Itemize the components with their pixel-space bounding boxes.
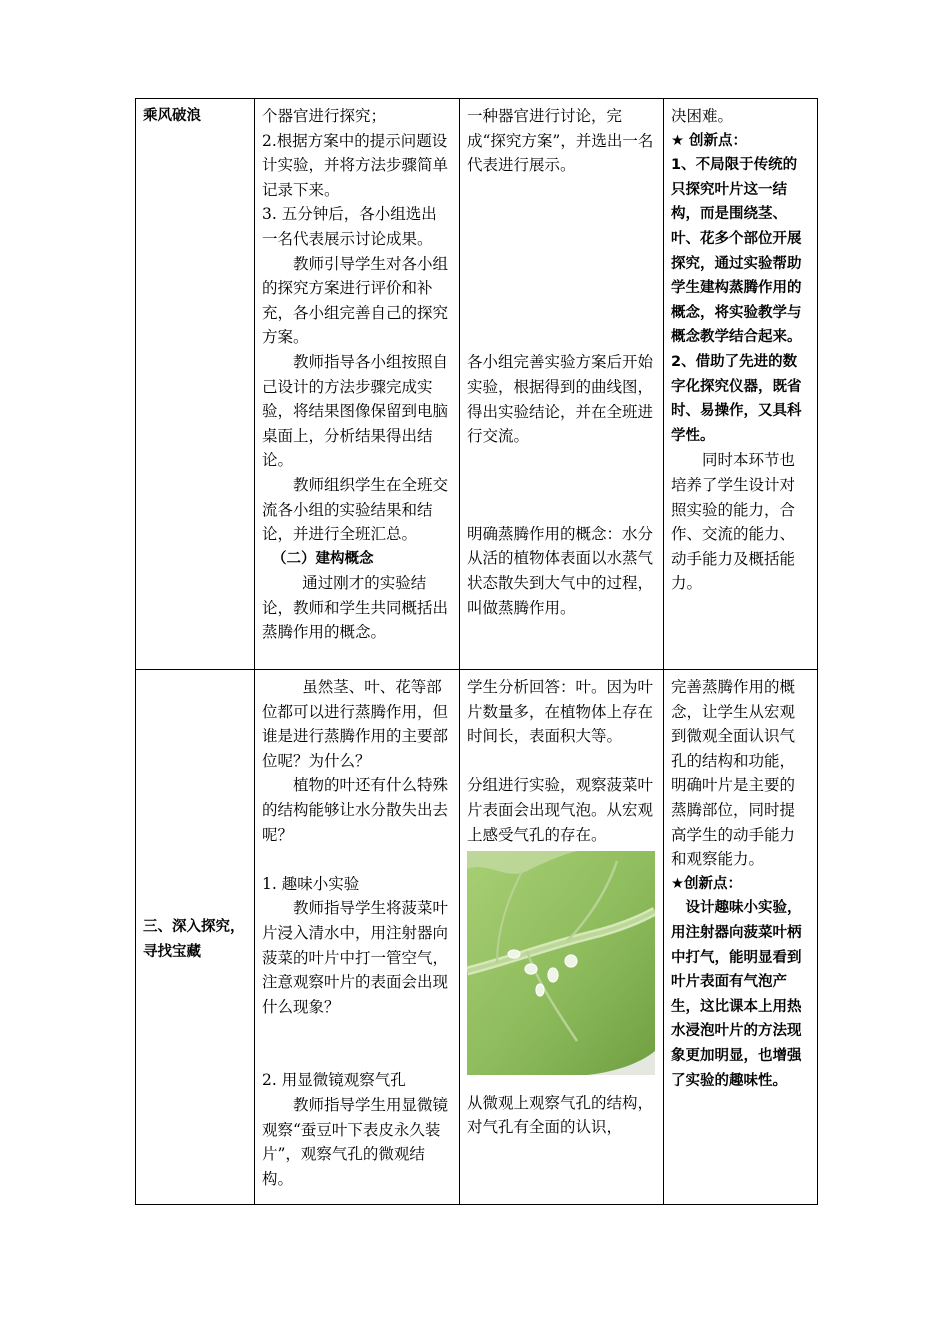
stage-title: 三、深入探究，寻找宝藏 bbox=[143, 918, 245, 960]
spinach-leaf-photo bbox=[467, 851, 655, 1075]
student-text: 学生分析回答：叶。因为叶片数量多，在植物体上存在时间长，表面积大等。 bbox=[467, 678, 654, 746]
student-text: 各小组完善实验方案后开始实验，根据得到的曲线图，得出实验结论，并在全班进行交流。 bbox=[467, 353, 654, 446]
stage-title: 乘风破浪 bbox=[143, 108, 201, 124]
student-text: 分组进行实验，观察菠菜叶片表面会出现气泡。从宏观上感受气孔的存在。 bbox=[467, 776, 654, 844]
section-heading: （二）建构概念 bbox=[272, 550, 374, 567]
stage-cell bbox=[136, 670, 255, 1205]
design-intent-cell bbox=[664, 670, 818, 1205]
teacher-text: 教师指导学生将菠菜叶片浸入清水中，用注射器向菠菜的叶片中打一管空气，注意观察叶片的表面会出现什么现象？ bbox=[262, 899, 449, 1016]
teacher-activity-cell bbox=[255, 99, 460, 670]
innovation-heading: ★创新点： bbox=[671, 875, 742, 892]
intent-text: 同时本环节也培养了学生设计对照实验的能力，合作、交流的能力、动手能力及概括能力。 bbox=[671, 451, 796, 593]
design-intent-cell bbox=[664, 99, 818, 670]
teacher-text: 教师指导各小组按照自己设计的方法步骤完成实验，将结果图像保留到电脑桌面上，分析结果得出结论。 bbox=[262, 352, 449, 470]
teacher-text: 2. 用显微镜观察气孔 bbox=[262, 1071, 406, 1090]
intent-text: 设计趣味小实验，用注射器向菠菜叶柄中打气，能明显看到叶片表面有气泡产生，这比课本上用热水浸泡叶片的方法现象更加明显，也增强了实验的趣味性。 bbox=[671, 900, 802, 1089]
stage-cell bbox=[136, 99, 255, 670]
intent-text: 2、借助了先进的数字化探究仪器，既省时、易操作，又具科学性。 bbox=[671, 353, 802, 444]
teacher-text: 教师引导学生对各小组的探究方案进行评价和补充，各小组完善自己的探究方案。 bbox=[262, 254, 449, 347]
intent-text: 完善蒸腾作用的概念，让学生从宏观到微观全面认识气孔的结构和功能，明确叶片是主要的蒸腾部位，同时提高学生的动手能力和观察能力。 bbox=[671, 678, 796, 869]
intent-text: 1、不局限于传统的只探究叶片这一结构，而是围绕茎、叶、花多个部位开展探究，通过实验帮助学生建构蒸腾作用的概念，将实验教学与概念教学结合起来。 bbox=[671, 157, 802, 346]
table-row bbox=[136, 99, 818, 670]
teacher-text: 3. 五分钟后，各小组选出一名代表展示讨论成果。 bbox=[262, 205, 437, 248]
teacher-text: 个器官进行探究； bbox=[262, 107, 387, 125]
innovation-heading: ★ 创新点： bbox=[671, 132, 748, 149]
teacher-text: 1. 趣味小实验 bbox=[262, 874, 360, 893]
teacher-activity-cell bbox=[255, 670, 460, 1205]
intent-text: 决困难。 bbox=[671, 107, 734, 125]
student-activity-cell bbox=[460, 99, 664, 670]
teacher-text: 虽然茎、叶、花等部位都可以进行蒸腾作用，但谁是进行蒸腾作用的主要部位呢？为什么？ bbox=[262, 678, 449, 770]
student-text: 一种器官进行讨论，完成“探究方案”，并选出一名代表进行展示。 bbox=[467, 107, 654, 175]
student-text: 明确蒸腾作用的概念：水分从活的植物体表面以水蒸气状态散失到大气中的过程，叫做蒸腾作用。 bbox=[467, 524, 654, 617]
student-text: 从微观上观察气孔的结构，对气孔有全面的认识， bbox=[467, 1093, 654, 1137]
student-activity-cell bbox=[460, 670, 664, 1205]
teacher-text: 通过刚才的实验结论，教师和学生共同概括出蒸腾作用的概念。 bbox=[262, 574, 449, 642]
teacher-text: 教师指导学生用显微镜观察“蚕豆叶下表皮永久装片”，观察气孔的微观结构。 bbox=[262, 1095, 449, 1188]
lesson-table bbox=[135, 98, 818, 1205]
teacher-text: 2.根据方案中的提示问题设计实验，并将方法步骤简单记录下来。 bbox=[262, 131, 449, 199]
teacher-text: 教师组织学生在全班交流各小组的实验结果和结论，并进行全班汇总。 bbox=[262, 475, 449, 544]
teacher-text: 植物的叶还有什么特殊的结构能够让水分散失出去呢？ bbox=[262, 776, 449, 844]
table-row bbox=[136, 670, 818, 1205]
